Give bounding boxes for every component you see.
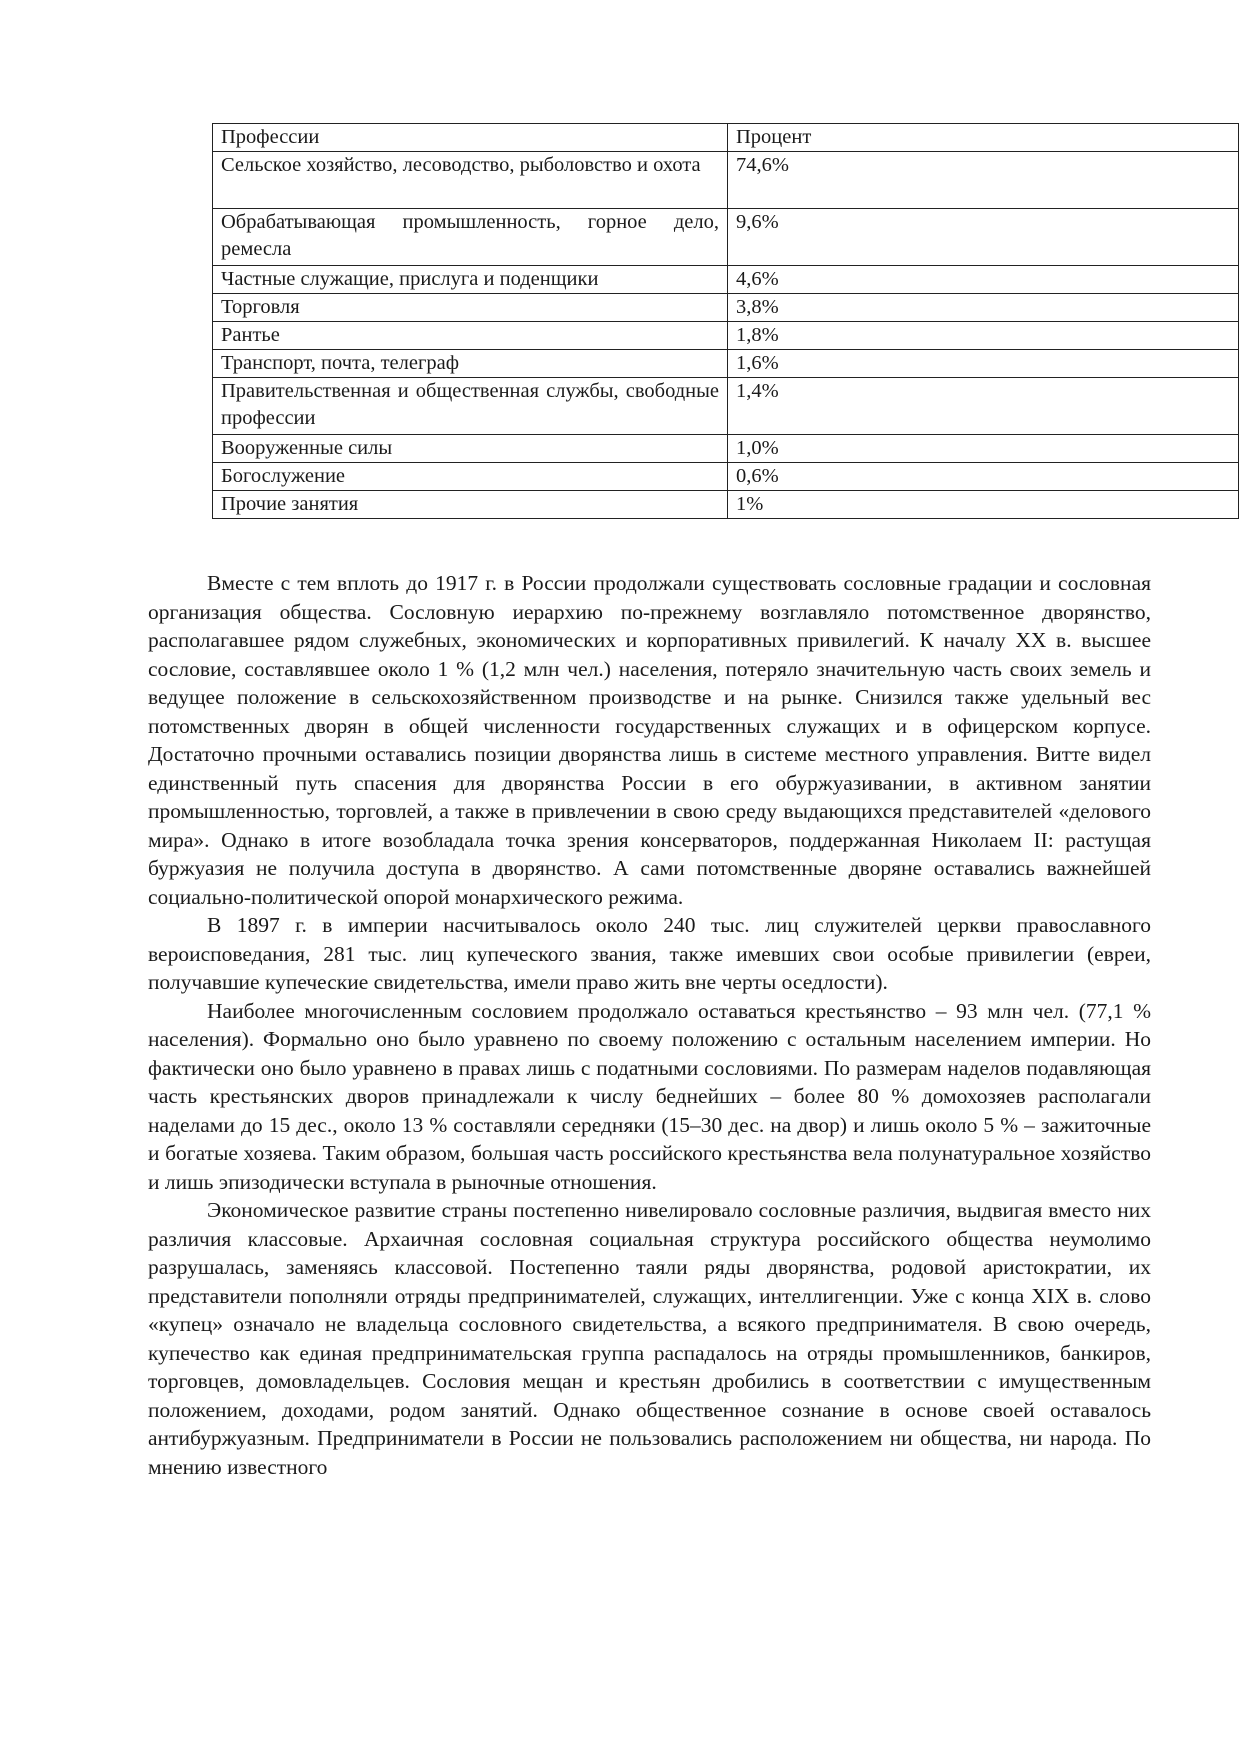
percent-cell: 74,6% xyxy=(728,152,1239,209)
profession-cell: Рантье xyxy=(213,322,728,350)
percent-cell: 1,4% xyxy=(728,378,1239,435)
paragraph: В 1897 г. в империи насчитывалось около 240 тыс. лиц служителей церкви православного вероисповедания, 281 тыс. лиц купеческого звания, также имевших свои особые привилегии (евреи, получавшие купеческие свидетельства, имели право жить вне черты оседлости). xyxy=(148,913,1151,994)
profession-cell: Правительственная и общественная службы, свободные профессии xyxy=(213,378,728,435)
table-row xyxy=(213,209,1239,266)
percent-cell: 4,6% xyxy=(728,266,1239,294)
table-row xyxy=(213,322,1239,350)
percent-cell: 3,8% xyxy=(728,294,1239,322)
professions-table xyxy=(212,123,1239,519)
body-text xyxy=(148,569,1151,1481)
table-row xyxy=(213,266,1239,294)
table-row xyxy=(213,435,1239,463)
profession-cell: Транспорт, почта, телеграф xyxy=(213,350,728,378)
percent-cell: 9,6% xyxy=(728,209,1239,266)
profession-cell: Вооруженные силы xyxy=(213,435,728,463)
profession-cell: Торговля xyxy=(213,294,728,322)
table-row xyxy=(213,463,1239,491)
table-header-row xyxy=(213,124,1239,152)
table-row xyxy=(213,152,1239,209)
paragraph: Экономическое развитие страны постепенно нивелировало сословные различия, выдвигая вместо них различия классовые. Архаичная сословная социальная структура российского общества неумолимо разрушалась, заменяясь классовой. Постепенно таяли ряды дворянства, родовой аристократии, их представители пополняли отряды предпринимателей, служащих, интеллигенции. Уже с конца XIX в. слово «купец» означало не владельца сословного свидетельства, а всякого предпринимателя. В свою очередь, купечество как единая предпринимательская группа распадалось на отряды промышленников, банкиров, торговцев, домовладельцев. Сословия мещан и крестьян дробились в соответствии с имущественным положением, доходами, родом занятий. Однако общественное сознание в основе своей оставалось антибуржуазным. Предприниматели в России не пользовались расположением ни общества, ни народа. По мнению известного xyxy=(148,1198,1151,1479)
table-row xyxy=(213,294,1239,322)
paragraph: Наиболее многочисленным сословием продолжало оставаться крестьянство – 93 млн чел. (77,1 % населения). Формально оно было уравнено по своему положению с остальным населением империи. Но фактически оно было уравнено в правах лишь с податными сословиями. По размерам наделов подавляющая часть крестьянских дворов принадлежали к числу беднейших – более 80 % домохозяев располагали наделами до 15 дес., около 13 % составляли середняки (15–30 дес. на двор) и лишь около 5 % – зажиточные и богатые хозяева. Таким образом, большая часть российского крестьянства вела полунатуральное хозяйство и лишь эпизодически вступала в рыночные отношения. xyxy=(148,998,1151,1194)
percent-cell: 0,6% xyxy=(728,463,1239,491)
table-row xyxy=(213,491,1239,519)
paragraph: Вместе с тем вплоть до 1917 г. в России продолжали существовать сословные градации и сословная организация общества. Сословную иерархию по-прежнему возглавляло потомственное дворянство, располагавшее рядом служебных, экономических и корпоративных привилегий. К началу XX в. высшее сословие, составлявшее около 1 % (1,2 млн чел.) населения, потеряло значительную часть своих земель и ведущее положение в сельскохозяйственном производстве и на рынке. Снизился также удельный вес потомственных дворян в общей численности государственных служащих и в офицерском корпусе. Достаточно прочными оставались позиции дворянства лишь в системе местного управления. Витте видел единственный путь спасения для дворянства России в его обуржуазивании, в активном занятии промышленностью, торговлей, а также в привлечении в свою среду выдающихся представителей «делового мира». Однако в итоге возобладала точка зрения консерваторов, поддержанная Николаем II: растущая буржуазия не получила доступа в дворянство. А сами потомственные дворяне оставались важнейшей социально-политической опорой монархического режима. xyxy=(148,571,1151,909)
percent-cell: 1,6% xyxy=(728,350,1239,378)
profession-cell: Богослужение xyxy=(213,463,728,491)
header-profession: Профессии xyxy=(213,124,728,152)
profession-cell: Сельское хозяйство, лесоводство, рыболовство и охота xyxy=(213,152,728,209)
profession-cell: Обрабатывающая промышленность, горное дело, ремесла xyxy=(213,209,728,266)
header-percent: Процент xyxy=(728,124,1239,152)
profession-cell: Прочие занятия xyxy=(213,491,728,519)
percent-cell: 1,0% xyxy=(728,435,1239,463)
profession-cell: Частные служащие, прислуга и поденщики xyxy=(213,266,728,294)
percent-cell: 1,8% xyxy=(728,322,1239,350)
table-row xyxy=(213,350,1239,378)
percent-cell: 1% xyxy=(728,491,1239,519)
table-row xyxy=(213,378,1239,435)
